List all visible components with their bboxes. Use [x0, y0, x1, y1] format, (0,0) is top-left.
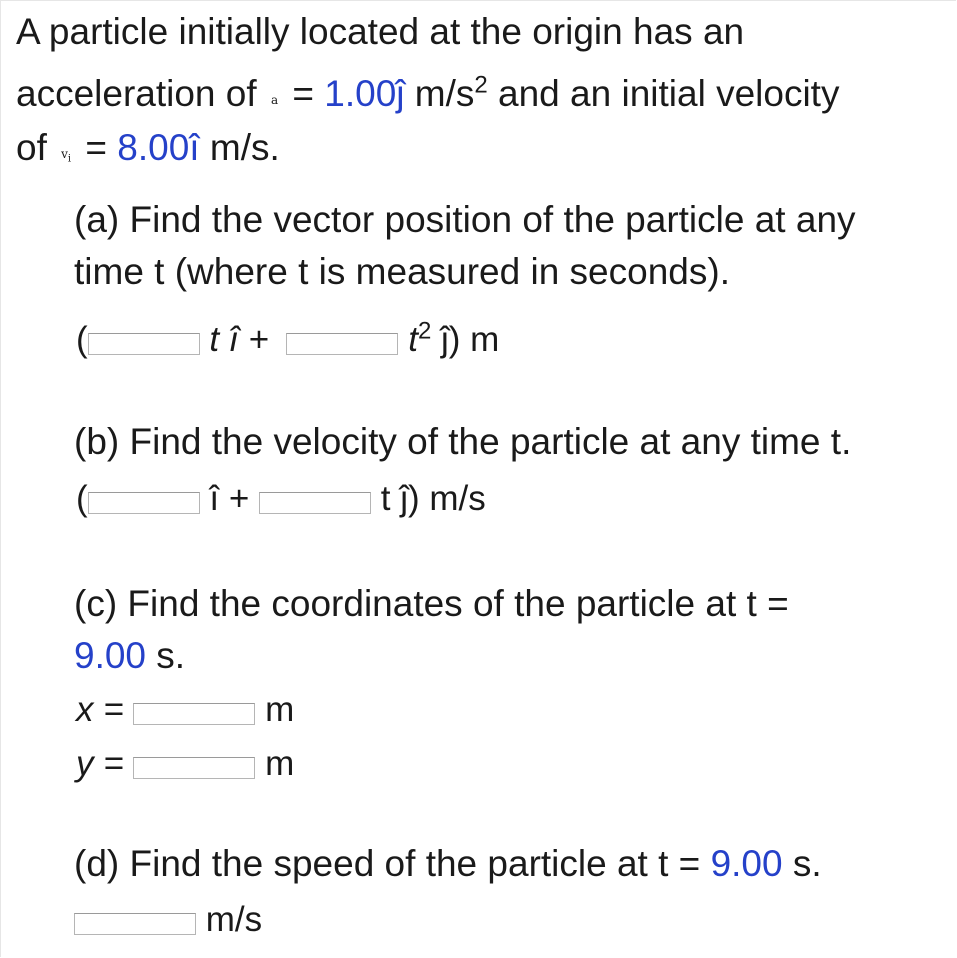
- intro-line-2: [16, 72, 839, 124]
- intro-line-1: A particle initially located at the origin has an: [16, 11, 745, 52]
- open-paren: (: [76, 479, 88, 518]
- y-label: y =: [76, 744, 124, 783]
- y-coordinate-row: [76, 742, 294, 786]
- position-y-coefficient-input[interactable]: [286, 333, 398, 355]
- acceleration-value: 1.00ĵ: [324, 73, 405, 114]
- x-coordinate-row: [76, 688, 294, 732]
- initial-velocity-value: 8.00î: [117, 127, 200, 168]
- part-a-answer-row: [76, 318, 499, 362]
- velocity-i-term: î +: [209, 479, 250, 518]
- speed-answer-row: [74, 898, 262, 942]
- acceleration-unit: $m/s^2$: [414, 71, 488, 114]
- velocity-x-input[interactable]: [88, 492, 200, 514]
- part-d-question-pre: (d) Find the speed of the particle at t =: [74, 843, 701, 884]
- position-x-coefficient-input[interactable]: [88, 333, 200, 355]
- intro-line2-pre: acceleration of: [16, 73, 257, 114]
- speed-unit: m/s: [205, 900, 263, 939]
- x-label: x =: [76, 690, 124, 729]
- part-b-question: (b) Find the velocity of the particle at any time t.: [74, 421, 852, 462]
- part-c-time-value: 9.00: [74, 635, 147, 676]
- part-d-question: [74, 842, 822, 886]
- acceleration-vector-symbol: a: [270, 93, 279, 107]
- part-d-time-value: 9.00: [710, 843, 783, 884]
- equals-sign: =: [292, 73, 314, 114]
- x-unit: m: [265, 690, 295, 729]
- equals-sign: =: [85, 127, 108, 168]
- part-c-question-line-2: [74, 634, 185, 678]
- y-unit: m: [265, 744, 295, 783]
- initial-velocity-symbol: $v_i$: [61, 147, 72, 165]
- initial-velocity-unit: m/s.: [209, 127, 280, 168]
- part-a-question-line-2: time t (where t is measured in seconds).: [74, 251, 730, 292]
- intro-line3-pre: of: [16, 127, 47, 168]
- x-coordinate-input[interactable]: [133, 703, 255, 725]
- y-coordinate-input[interactable]: [133, 757, 255, 779]
- velocity-y-coefficient-input[interactable]: [259, 492, 371, 514]
- speed-input[interactable]: [74, 913, 196, 935]
- position-t2-term: $t^2$: [408, 317, 432, 359]
- intro-line-3: [16, 126, 280, 183]
- position-ti-term: t î +: [209, 320, 269, 359]
- intro-line2-post: and an initial velocity: [498, 73, 840, 114]
- velocity-close: t ĵ) m/s: [380, 479, 486, 518]
- part-b-answer-row: [76, 477, 486, 521]
- position-close: ĵ) m: [441, 320, 500, 359]
- part-c-question-line-1: (c) Find the coordinates of the particle at t =: [74, 583, 789, 624]
- part-c-time-unit: s.: [156, 635, 186, 676]
- part-d-time-unit: s.: [792, 843, 822, 884]
- part-a-question-line-1: (a) Find the vector position of the particle at any: [74, 199, 856, 240]
- open-paren: (: [76, 320, 88, 359]
